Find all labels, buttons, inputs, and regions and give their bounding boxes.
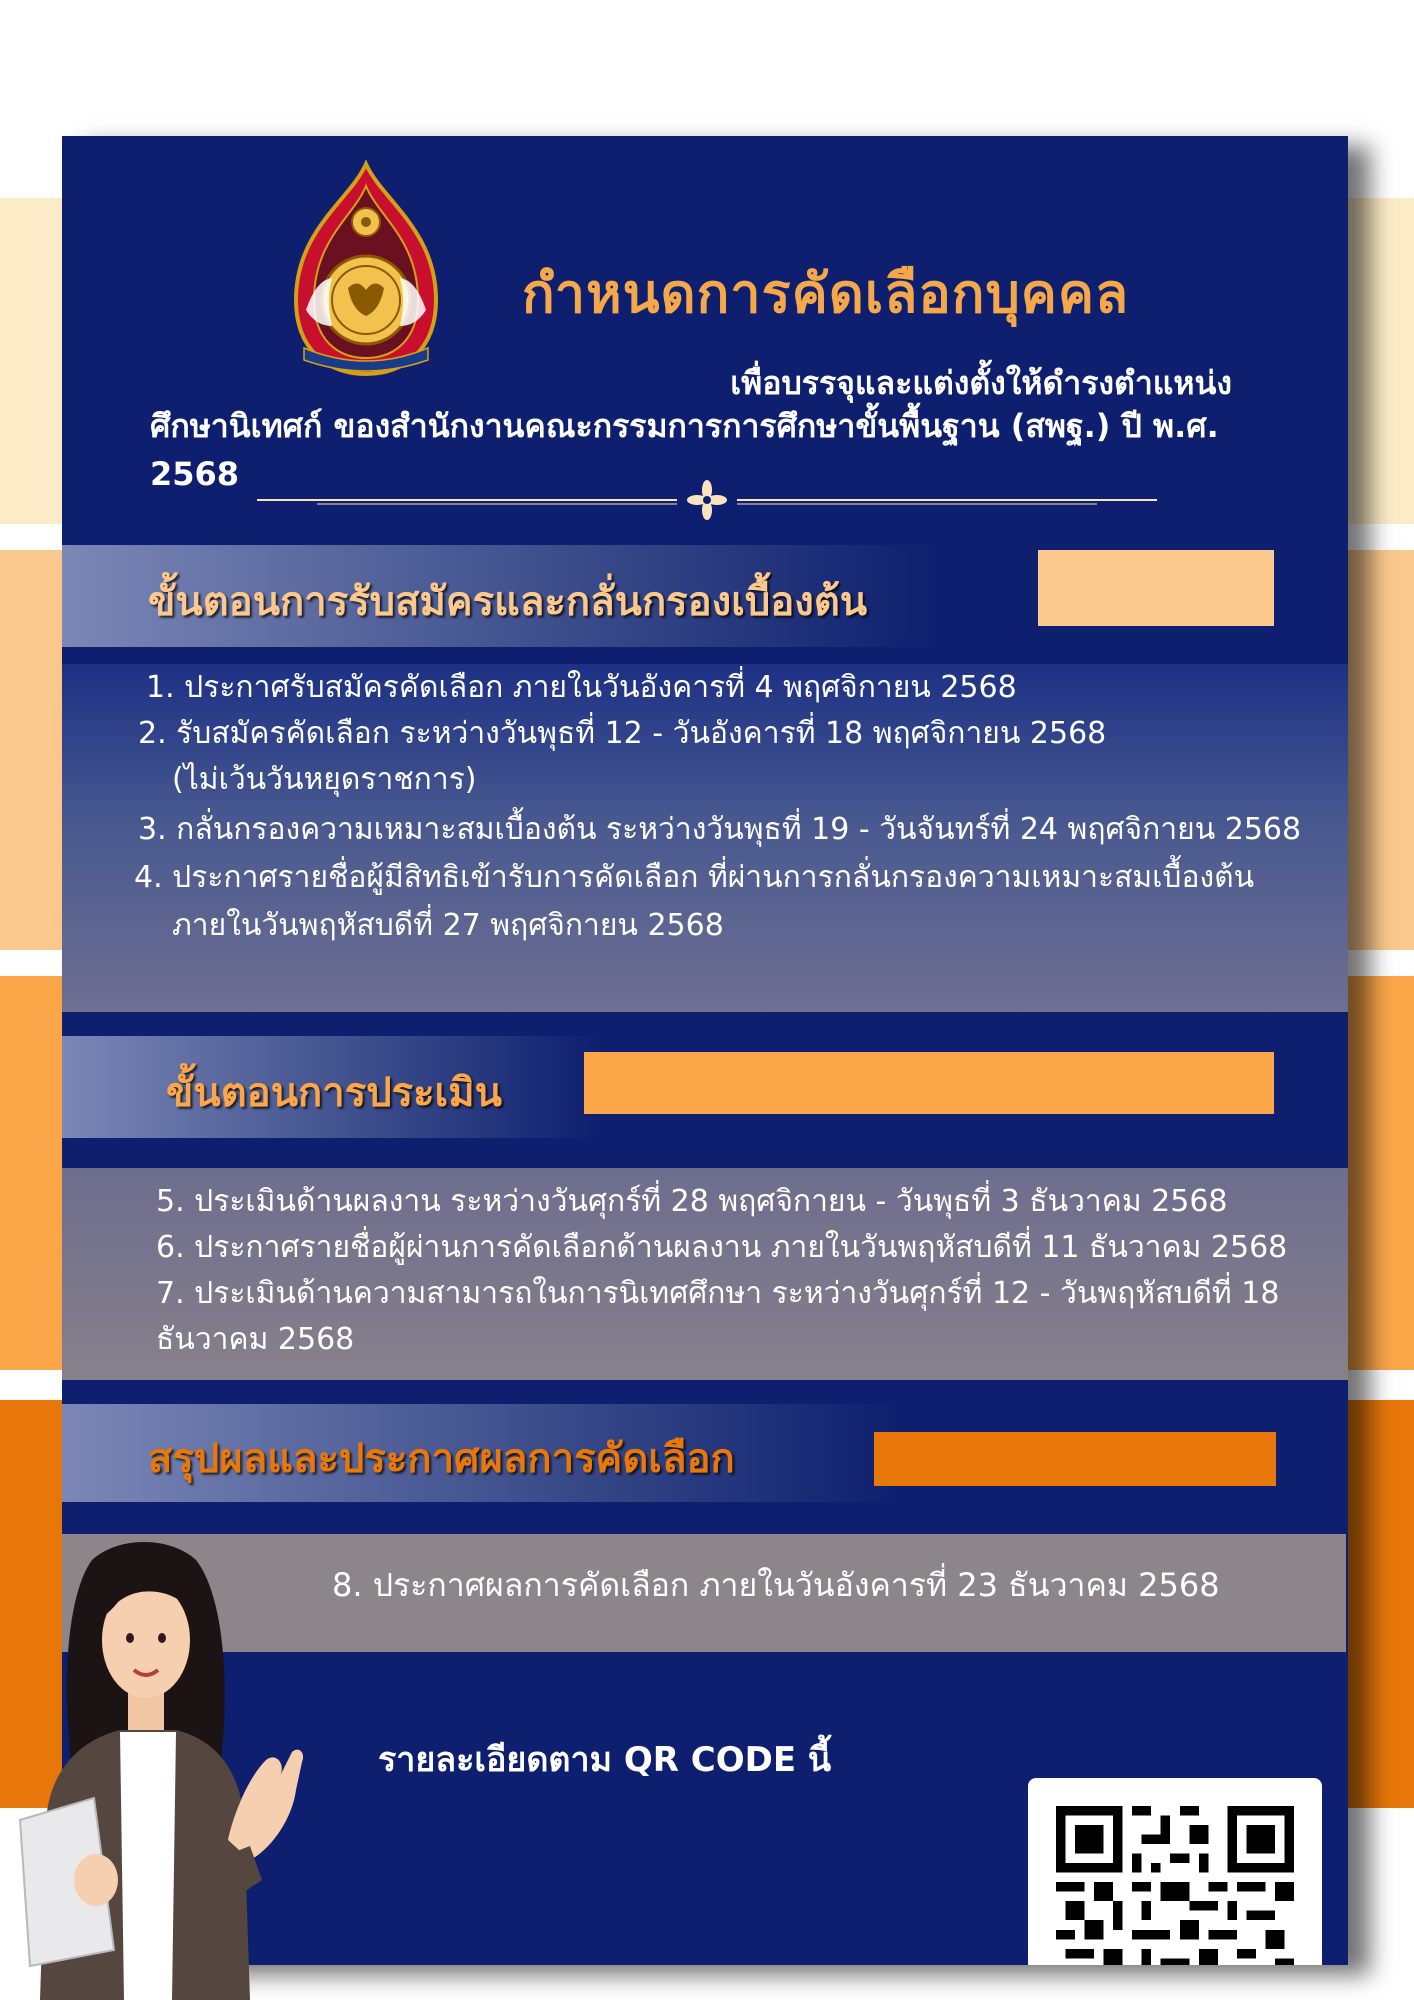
section3-item: 8. ประกาศผลการคัดเลือก ภายในวันอังคารที่ 23 ธันวาคม 2568 bbox=[332, 1566, 1220, 1604]
obec-emblem-icon bbox=[286, 160, 446, 380]
section1-item: 4. ประกาศรายชื่อผู้มีสิทธิเข้ารับการคัดเลือก ที่ผ่านการกลั่นกรองความเหมาะสมเบื้องต้น bbox=[134, 860, 1255, 895]
section2-panel bbox=[62, 1168, 1348, 1380]
woman-presenter-icon bbox=[0, 1520, 330, 2000]
section1-item: 3. กลั่นกรองความเหมาะสมเบื้องต้น ระหว่างวันพุธที่ 19 - วันจันทร์ที่ 24 พฤศจิกายน 2568 bbox=[138, 812, 1302, 847]
subtitle-line1: เพื่อบรรจุและแต่งตั้งให้ดำรงตำแหน่ง bbox=[730, 364, 1232, 402]
section2-accent-bar bbox=[584, 1052, 1274, 1114]
section3-accent-bar bbox=[874, 1432, 1276, 1486]
section2-title: ขั้นตอนการประเมิน bbox=[166, 1070, 502, 1116]
section3-header bbox=[62, 1404, 902, 1502]
section1-item: 2. รับสมัครคัดเลือก ระหว่างวันพุธที่ 12 - วันอังคารที่ 18 พฤศจิกายน 2568 bbox=[138, 716, 1107, 751]
qr-caption: รายละเอียดตาม QR CODE นี้ bbox=[378, 1740, 832, 1780]
qr-code-icon[interactable] bbox=[1056, 1806, 1294, 1965]
section1-header bbox=[62, 545, 942, 647]
section1-title: ขั้นตอนการรับสมัครและกลั่นกรองเบื้องต้น bbox=[148, 579, 868, 625]
subtitle-line2: ศึกษานิเทศก์ ของสำนักงานคณะกรรมการการศึกษาขั้นพื้นฐาน (สพฐ.) ปี พ.ศ. 2568 bbox=[150, 407, 1219, 493]
section1-panel bbox=[62, 664, 1348, 1012]
section2-header bbox=[62, 1036, 602, 1138]
section2-item: 5. ประเมินด้านผลงาน ระหว่างวันศุกร์ที่ 28 พฤศจิกายน - วันพุธที่ 3 ธันวาคม 2568 bbox=[156, 1184, 1228, 1219]
section2-item: ธันวาคม 2568 bbox=[156, 1322, 355, 1357]
section2-item: 6. ประกาศรายชื่อผู้ผ่านการคัดเลือกด้านผลงาน ภายในวันพฤหัสบดีที่ 11 ธันวาคม 2568 bbox=[156, 1230, 1288, 1265]
section1-accent-bar bbox=[1038, 550, 1274, 626]
page-title: กำหนดการคัดเลือกบุคคล bbox=[522, 262, 1130, 325]
section2-item: 7. ประเมินด้านความสามารถในการนิเทศศึกษา ระหว่างวันศุกร์ที่ 12 - วันพฤหัสบดีที่ 18 bbox=[156, 1276, 1280, 1311]
ornament-divider-icon bbox=[257, 480, 1157, 520]
section1-item: 1. ประกาศรับสมัครคัดเลือก ภายในวันอังคารที่ 4 พฤศจิกายน 2568 bbox=[146, 670, 1017, 705]
section3-title: สรุปผลและประกาศผลการคัดเลือก bbox=[148, 1436, 735, 1482]
section1-item: ภายในวันพฤหัสบดีที่ 27 พฤศจิกายน 2568 bbox=[172, 908, 724, 943]
qr-code-frame[interactable] bbox=[1020, 1770, 1330, 1965]
section1-item: (ไม่เว้นวันหยุดราชการ) bbox=[172, 762, 477, 797]
